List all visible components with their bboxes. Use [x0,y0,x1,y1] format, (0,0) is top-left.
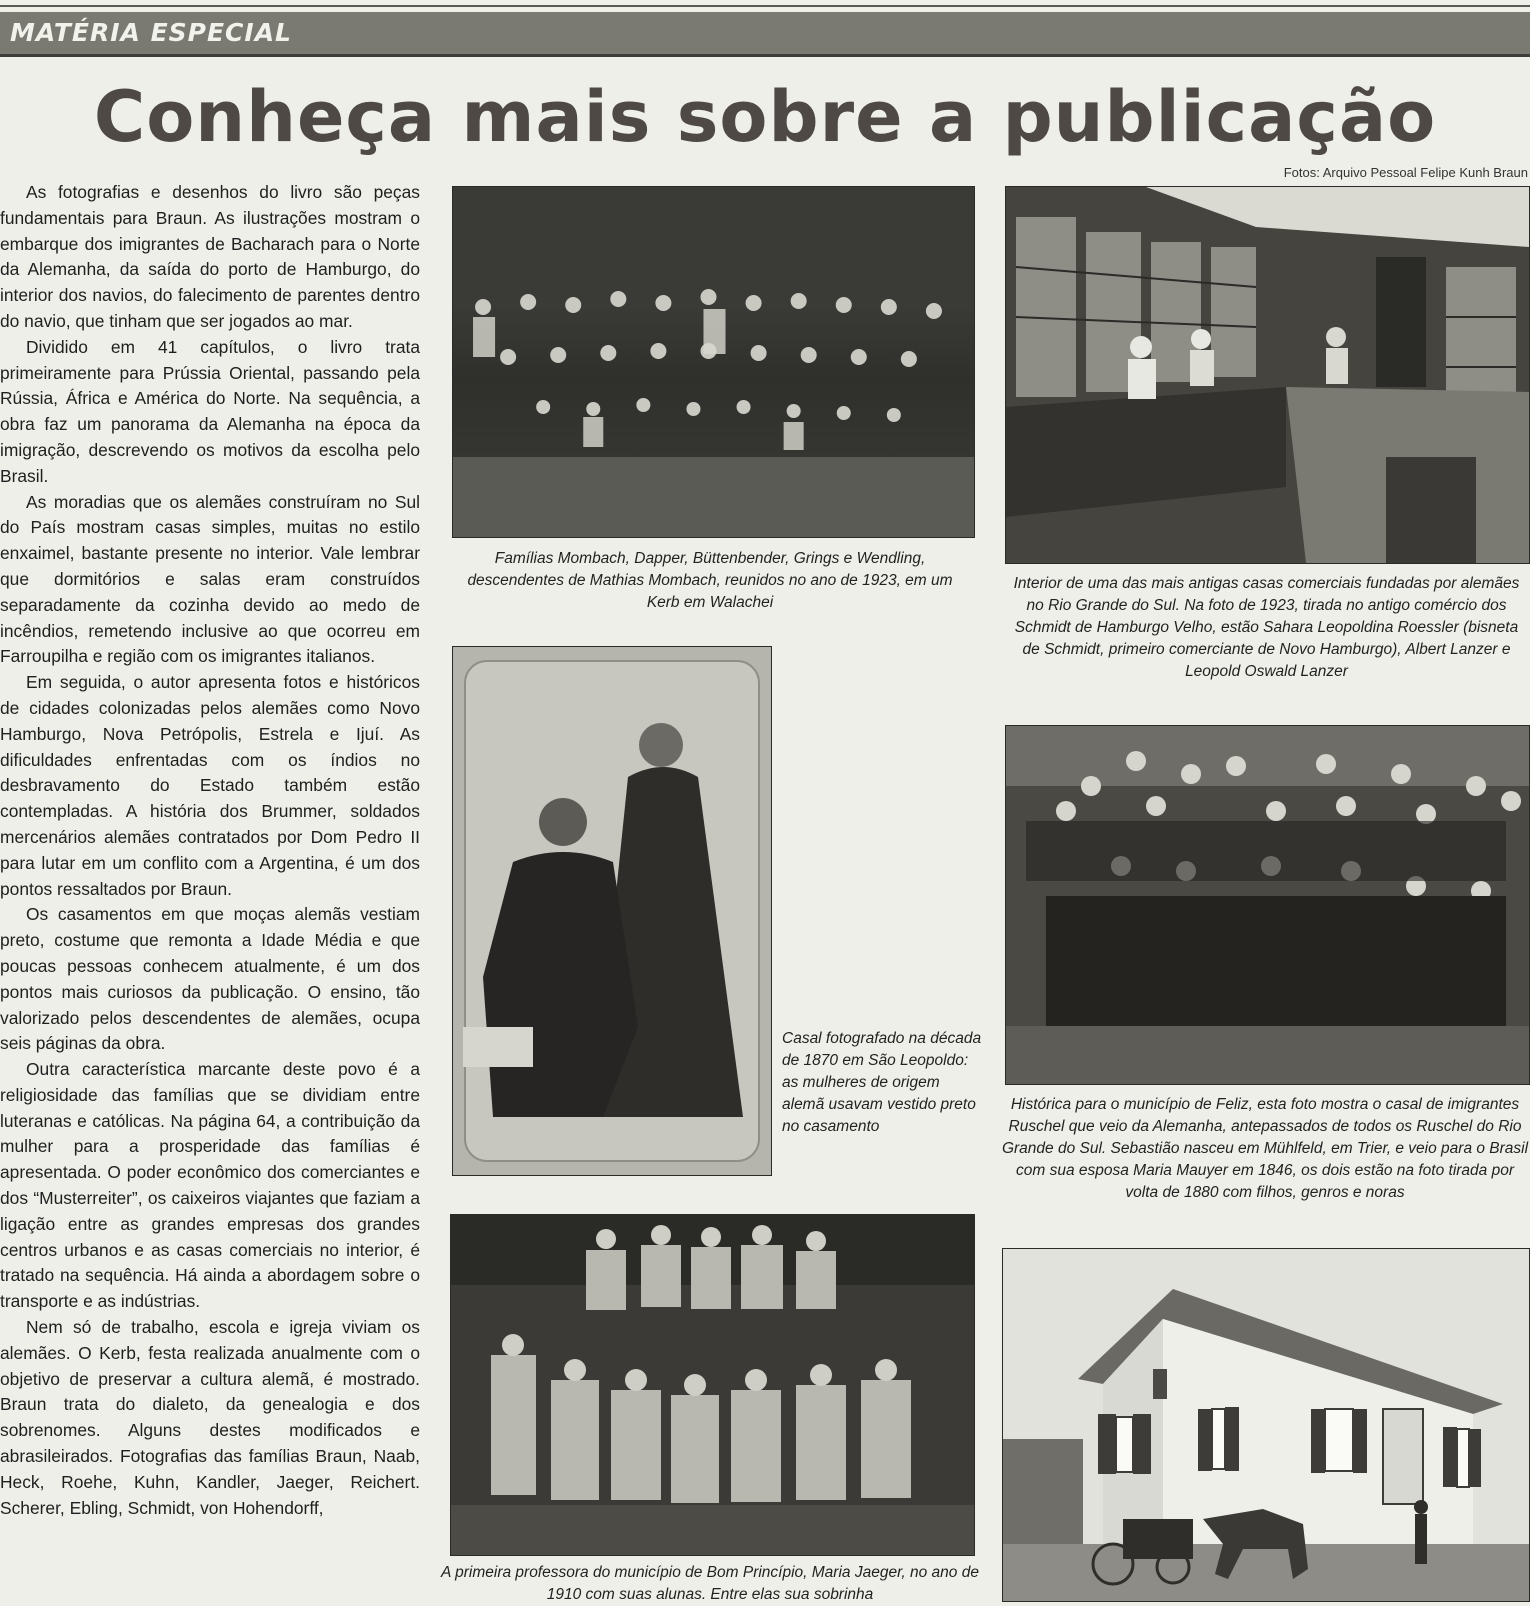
article-paragraph: As fotografias e desenhos do livro são peças fundamentais para Braun. As ilustrações mostram o embarque dos imigrantes de Bacharach para o Norte da Alemanha, da saída do porto de Hamburgo, do interior dos navios, do falecimento de parentes dentro do navio, que tinham que ser jogados ao mar. [0,182,420,331]
house-photo [1002,1248,1530,1602]
article-paragraph: As moradias que os alemães construíram no Sul do País mostram casas simples, muitas no estilo enxaimel, bastante presente no interior. Vale lembrar que dormitórios e salas eram construídos separadamente da cozinha devido ao medo de incêndios, remetendo inclusive ao que ocorreu em Farroupilha e região com os imigrantes italianos. [0,491,420,667]
ruschel-family-photo [1005,725,1530,1085]
article-paragraph: Os casamentos em que moças alemãs vestiam preto, costume que remonta a Idade Média e que poucas pessoas conhecem atualmente, é um dos pontos mais curiosos da publicação. O ensino, tão valorizado pelos descendentes de alemães, ocupa seis páginas da obra. [0,904,420,1054]
couple-portrait-caption: Casal fotografado na década de 1870 em São Leopoldo: as mulheres de origem alemã usavam vestido preto no casamento [782,1030,982,1135]
couple-portrait-photo [452,646,772,1176]
top-rule [0,5,1530,7]
article-paragraph: Nem só de trabalho, escola e igreja viviam os alemães. O Kerb, festa realizada anualmente com o objetivo de preservar a cultura alemã, é mostrado. Braun trata do dialeto, da genealogia e dos sobrenomes. Alguns destes modificados e abrasileirados. Fotografias das famílias Braun, Naab, Heck, Roehe, Kuhn, Kandler, Jaeger, Reichert. Scherer, Ebling, Schmidt, von Hohendorff, [0,1317,420,1518]
family-group-caption: Famílias Mombach, Dapper, Büttenbender, Grings e Wendling, descendentes de Mathias Mombach, reunidos no ano de 1923, em um Kerb em Walachei [467,550,953,611]
store-interior-caption: Interior de uma das mais antigas casas comerciais fundadas por alemães no Rio Grande do Sul. Na foto de 1923, tirada no antigo comércio dos Schmidt de Hamburgo Velho, estão Sahara Leopoldina Roessler (bisneta de Schmidt, primeiro comerciante de Novo Hamburgo), Albert Lanzer e Leopold Oswald Lanzer [1013,575,1520,680]
photo-credit: Fotos: Arquivo Pessoal Felipe Kunh Braun [1283,165,1528,180]
article-body [0,180,420,1600]
section-header-bar [0,12,1530,57]
section-label: MATÉRIA ESPECIAL [10,18,292,47]
teacher-students-caption: A primeira professora do município de Bom Princípio, Maria Jaeger, no ano de 1910 com suas alunas. Entre elas sua sobrinha [441,1564,979,1603]
store-interior-photo [1005,186,1530,564]
page-headline: Conheça mais sobre a publicação [93,76,1437,158]
article-paragraph: Outra característica marcante deste povo é a religiosidade das famílias que se dividiam entre luteranas e católicas. Na página 64, a contribuição da mulher para a prosperidade das famílias é apresentada. O poder econômico dos comerciantes e dos “Musterreiter”, os caixeiros viajantes que faziam a ligação entre as grandes empresas dos grandes centros urbanos e as casas comerciais no interior, é tratado na sequência. Há ainda a abordagem sobre o transporte e as indústrias. [0,1059,420,1312]
family-group-photo [452,186,975,538]
article-paragraph: Dividido em 41 capítulos, o livro trata primeiramente para Prússia Oriental, passando pela Rússia, África e América do Norte. Na sequência, a obra faz um panorama da Alemanha na época da imigração, descrevendo os motivos da escolha pelo Brasil. [0,336,420,486]
ruschel-family-caption: Histórica para o município de Feliz, esta foto mostra o casal de imigrantes Ruschel que veio da Alemanha, antepassados de todos os Ruschel do Rio Grande do Sul. Sebastião nasceu em Mühlfeld, em Trier, e veio para o Brasil com sua esposa Maria Mauyer em 1846, os dois estão na foto tirada por volta de 1880 com filhos, genros e noras [1001,1096,1529,1201]
teacher-students-photo [450,1214,975,1556]
article-paragraph: Em seguida, o autor apresenta fotos e históricos de cidades colonizadas pelos alemães como Novo Hamburgo, Nova Petrópolis, Estrela e Ijuí. As dificuldades enfrentadas com os índios no desbravamento do Estado também estão contempladas. A história dos Brummer, soldados mercenários alemães contratados por Dom Pedro II para lutar em um conflito com a Argentina, é um dos pontos ressaltados por Braun. [0,672,420,899]
